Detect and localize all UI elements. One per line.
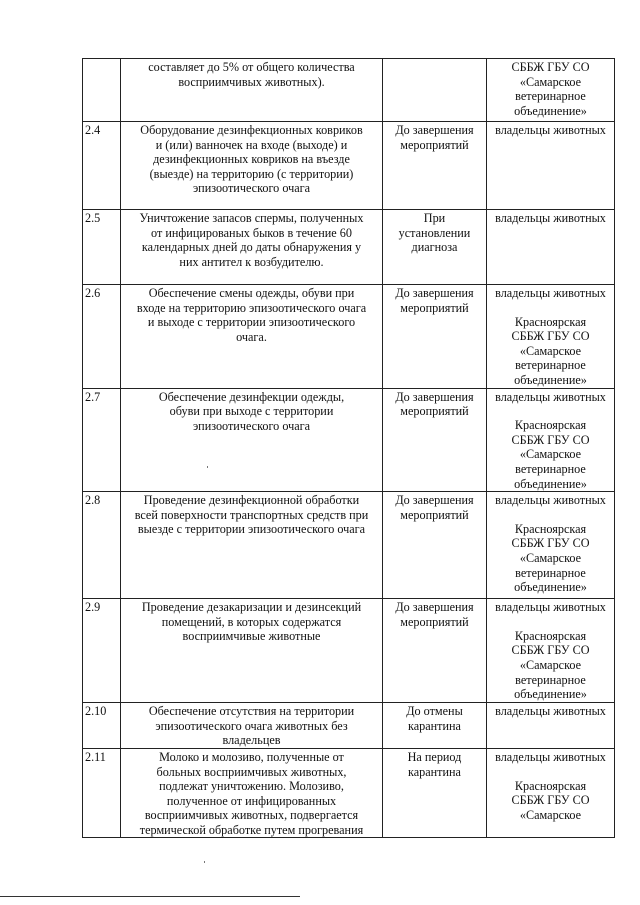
term-cell <box>383 388 487 492</box>
action-text: Молоко и молозиво, полученные от больных восприимчивых животных, подлежат уничтожению. Молозиво, полученное от инфицированных восприимчивых животных, подвергается термической обработке путем прогревания <box>139 749 364 837</box>
responsible-org: Красноярская СББЖ ГБУ СО «Самарское ветеринарное объединение» <box>511 628 590 702</box>
table-row <box>83 59 615 122</box>
table-row <box>83 210 615 285</box>
scan-speck <box>207 466 208 468</box>
term-cell <box>383 59 487 122</box>
responsible-owner: владельцы животных <box>495 749 606 764</box>
table-row <box>83 703 615 749</box>
action-text: Обеспечение отсутствия на территории эпизоотического очага животных без владельцев <box>148 704 355 748</box>
responsible-owner: владельцы животных <box>495 123 606 137</box>
term-cell <box>383 122 487 210</box>
responsible-owner: владельцы животных <box>495 286 606 300</box>
term-text: До завершения мероприятий <box>395 493 474 522</box>
row-number: 2.4 <box>83 122 121 210</box>
action-cell <box>121 388 383 492</box>
table-row <box>83 122 615 210</box>
responsible-org: СББЖ ГБУ СО «Самарское ветеринарное объединение» <box>511 60 590 118</box>
responsible-org: Красноярская СББЖ ГБУ СО «Самарское <box>511 778 590 822</box>
action-cell <box>121 285 383 389</box>
row-number: 2.10 <box>83 703 121 749</box>
action-text: Проведение дезакаризации и дезинсекций помещений, в которых содержатся восприимчивые животные <box>141 600 362 644</box>
table-row <box>83 748 615 838</box>
row-number: 2.5 <box>83 210 121 285</box>
action-cell <box>121 210 383 285</box>
scan-speck <box>204 861 205 863</box>
table-row <box>83 285 615 389</box>
row-number: 2.11 <box>83 748 121 838</box>
responsible-cell <box>487 122 615 210</box>
table-row <box>83 388 615 492</box>
responsible-cell <box>487 703 615 749</box>
action-cell <box>121 703 383 749</box>
action-text: составляет до 5% от общего количества восприимчивых животных). <box>148 60 355 89</box>
row-number: 2.8 <box>83 492 121 599</box>
action-text: Обеспечение смены одежды, обуви при входе на территорию эпизоотического очага и выходе с территории эпизоотического очага. <box>136 286 367 344</box>
action-cell <box>121 492 383 599</box>
responsible-cell <box>487 748 615 838</box>
responsible-owner: владельцы животных <box>495 493 606 508</box>
table-row <box>83 492 615 599</box>
action-text: Обеспечение дезинфекции одежды, обуви при выходе с территории эпизоотического очага <box>158 389 345 433</box>
responsible-owner: владельцы животных <box>495 600 606 615</box>
responsible-cell <box>487 599 615 703</box>
action-cell <box>121 122 383 210</box>
measures-table <box>82 58 615 838</box>
responsible-cell <box>487 210 615 285</box>
term-text: До завершения мероприятий <box>395 389 474 419</box>
term-text: На период карантина <box>407 749 462 779</box>
responsible-owner: владельцы животных <box>495 704 606 719</box>
responsible-org: Красноярская СББЖ ГБУ СО «Самарское ветеринарное объединение» <box>511 314 590 387</box>
responsible-cell <box>487 492 615 599</box>
row-number: 2.9 <box>83 599 121 703</box>
action-cell <box>121 599 383 703</box>
term-cell <box>383 599 487 703</box>
responsible-owner: владельцы животных <box>495 389 606 404</box>
footer-rule <box>0 896 300 897</box>
responsible-org: Красноярская СББЖ ГБУ СО «Самарское ветеринарное объединение» <box>511 521 590 595</box>
row-number <box>83 59 121 122</box>
action-text: Проведение дезинфекционной обработки всей поверхности транспортных средств при выезде с территории эпизоотического очага <box>134 493 369 537</box>
term-cell <box>383 703 487 749</box>
action-text: Уничтожение запасов спермы, полученных от инфицированых быков в течение 60 календарных дней до даты обнаружения у них антител к возбудителю. <box>139 211 364 269</box>
action-text: Оборудование дезинфекционных ковриков и (или) ванночек на входе (выходе) и дезинфекционных ковриков на въезде (выезде) на территорию (с территории) эпизоотического очага <box>140 123 363 196</box>
responsible-cell <box>487 285 615 389</box>
responsible-org: Красноярская СББЖ ГБУ СО «Самарское ветеринарное объединение» <box>511 418 590 491</box>
term-text: До завершения мероприятий <box>395 600 474 629</box>
term-cell <box>383 748 487 838</box>
term-text: При установлении диагноза <box>398 211 471 255</box>
term-text: До отмены карантина <box>406 704 463 733</box>
term-cell <box>383 285 487 389</box>
term-cell <box>383 492 487 599</box>
term-text: До завершения мероприятий <box>395 286 474 315</box>
term-text: До завершения мероприятий <box>395 123 474 152</box>
row-number: 2.6 <box>83 285 121 389</box>
responsible-cell <box>487 59 615 122</box>
table-row <box>83 599 615 703</box>
action-cell <box>121 748 383 838</box>
term-cell <box>383 210 487 285</box>
responsible-owner: владельцы животных <box>495 211 606 225</box>
action-cell <box>121 59 383 122</box>
responsible-cell <box>487 388 615 492</box>
row-number: 2.7 <box>83 388 121 492</box>
